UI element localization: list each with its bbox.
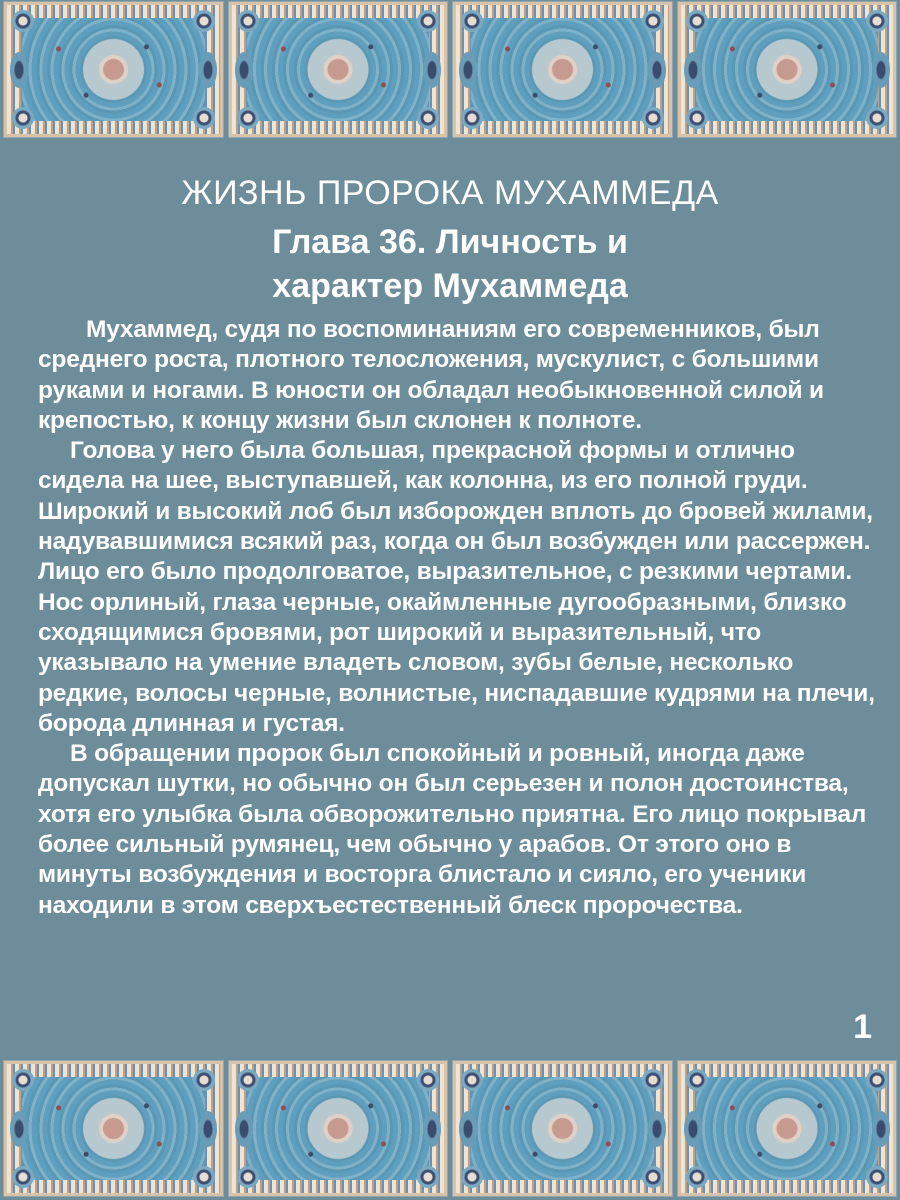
paragraph: Голова у него была большая, прекрасной формы и отлично сидела на шее, выступавшей, как колонна, из его полной груди. Широкий и высокий лоб был изборожден вплоть до бровей жилами, надувавшимися всякий раз, когда он был возбужден или рассержен. Лицо его было продолговатое, выразительное, с резкими чертами. Нос орлиный, глаза черные, окаймленные дугообразными, близко сходящимися бровями, рот широкий и выразительный, что указывало на умение владеть словом, зубы белые, несколько редкие, волосы черные, волнистые, ниспадавшие кудрями на плечи, борода длинная и густая.	[38, 437, 875, 737]
carpet-image	[228, 1060, 449, 1197]
carpet-image	[228, 1, 449, 138]
chapter-title-line2: характер Мухаммеда	[272, 267, 628, 305]
body-text	[38, 315, 878, 921]
title-block	[0, 170, 900, 308]
main-title: ЖИЗНЬ ПРОРОКА МУХАММЕДА	[181, 174, 719, 212]
paragraph: В обращении пророк был спокойный и ровный, иногда даже допускал шутки, но обычно он был серьезен и полон достоинства, хотя его улыбка была обворожительно приятна. Его лицо покрывал более сильный румянец, чем обычно у арабов. От этого оно в минуты возбуждения и восторга блистало и сияло, его ученики находили в этом сверхъестественный блеск пророчества.	[38, 740, 867, 919]
paragraph: Мухаммед, судя по воспоминаниям его современников, был среднего роста, плотного телосложения, мускулист, с большими руками и ногами. В юности он обладал необыкновенной силой и крепостью, к концу жизни был склонен к полноте.	[38, 316, 824, 434]
chapter-title	[0, 220, 900, 308]
top-carpet-border	[0, 1, 900, 138]
carpet-image	[677, 1, 898, 138]
carpet-image	[452, 1, 673, 138]
carpet-image	[452, 1060, 673, 1197]
carpet-image	[3, 1, 224, 138]
chapter-title-line1: Глава 36. Личность и	[272, 223, 628, 261]
carpet-image	[677, 1060, 898, 1197]
bottom-carpet-border	[0, 1060, 900, 1197]
page-number: 1	[853, 1008, 872, 1046]
carpet-image	[3, 1060, 224, 1197]
